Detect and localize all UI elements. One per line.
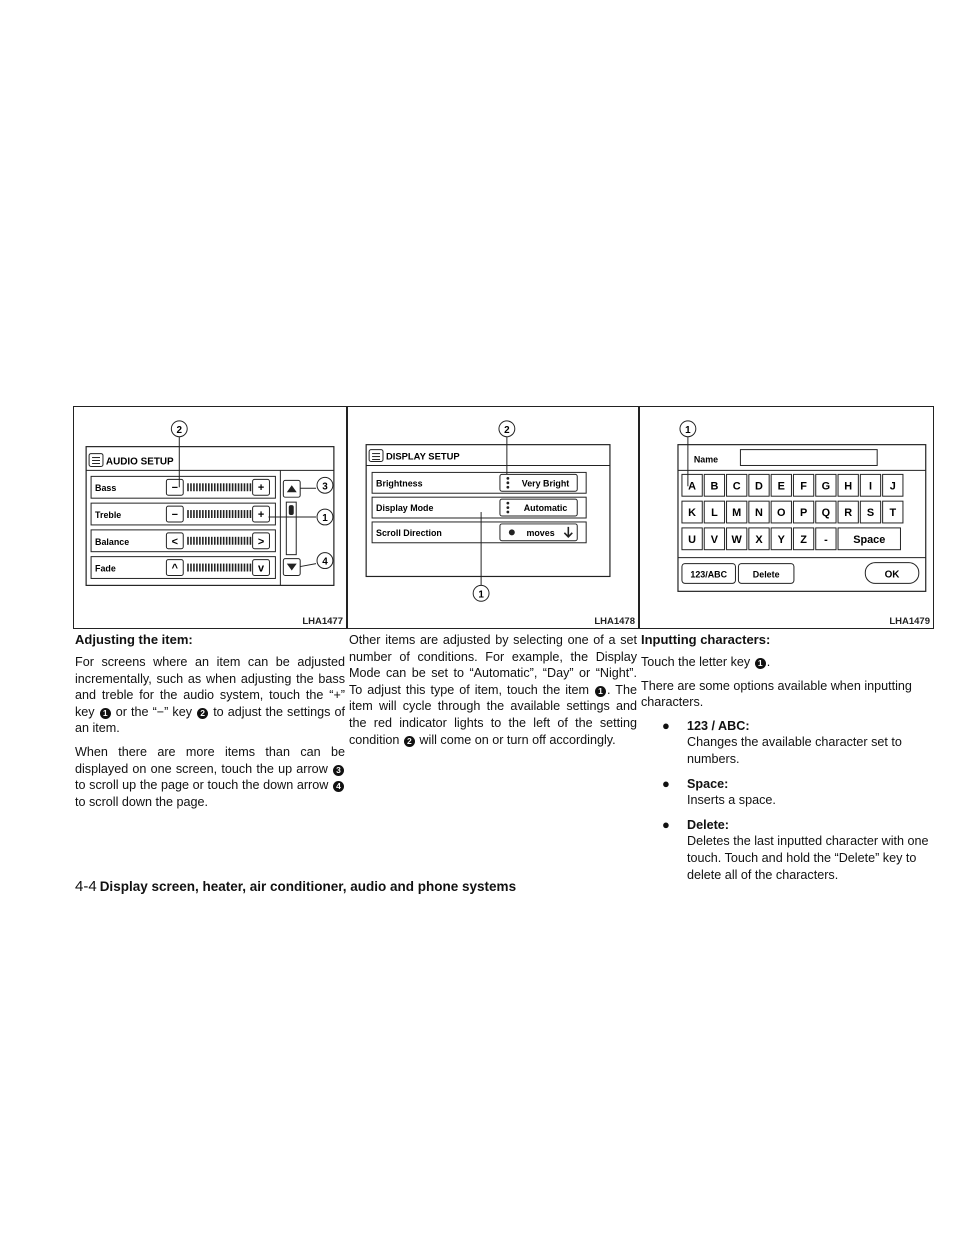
key-label: E <box>777 480 785 493</box>
level-tick <box>190 537 192 545</box>
level-tick <box>229 564 231 572</box>
indicator-dot <box>506 481 509 484</box>
level-tick <box>235 510 237 518</box>
key-label: L <box>711 507 718 520</box>
key-label: C <box>732 480 741 493</box>
setting-value: Automatic <box>523 503 568 514</box>
text: will come on or turn off accordingly. <box>419 732 616 747</box>
audio-row-label: Fade <box>95 563 116 574</box>
level-tick <box>205 564 207 572</box>
level-tick <box>232 510 234 518</box>
scroll-thumb[interactable] <box>289 505 294 515</box>
indicator-dot <box>506 502 509 505</box>
level-tick <box>196 483 198 491</box>
figure-code: LHA1478 <box>594 616 635 627</box>
level-tick <box>208 483 210 491</box>
level-tick <box>250 564 252 572</box>
figure-audio-setup <box>73 406 347 629</box>
text: or the “−” key <box>115 704 193 719</box>
text: Touch the letter key <box>641 655 751 669</box>
key-label: U <box>688 533 697 546</box>
paragraph <box>75 744 345 810</box>
key-label: D <box>755 480 763 493</box>
key-label: Space <box>853 533 886 546</box>
text: For screens where an item can be adjusted incrementally, such as when adjusting the bass and treble for the audio system, touch the “+” key <box>75 655 345 719</box>
figure-display-setup <box>347 406 639 629</box>
text: to adjust the settings of an item. <box>75 704 345 736</box>
display-row-label: Scroll Direction <box>376 527 442 538</box>
increase-key-label: v <box>258 562 265 575</box>
key-label: R <box>844 507 853 520</box>
level-tick <box>217 483 219 491</box>
option-desc: Deletes the last inputted character with one touch. Touch and hold the “Delete” key to delete all of the characters. <box>687 834 929 882</box>
level-tick <box>196 537 198 545</box>
level-tick <box>247 483 249 491</box>
level-tick <box>202 537 204 545</box>
ref-1-icon: 1 <box>755 658 766 669</box>
level-tick <box>241 510 243 518</box>
level-tick <box>217 510 219 518</box>
level-tick <box>238 564 240 572</box>
level-tick <box>202 510 204 518</box>
key-label: - <box>824 533 828 546</box>
level-tick <box>211 510 213 518</box>
option-item <box>641 817 931 883</box>
bullet: ● <box>662 816 670 832</box>
decrease-key-label: − <box>171 508 179 521</box>
level-tick <box>202 483 204 491</box>
level-tick <box>214 483 216 491</box>
ref-4-icon: 4 <box>333 781 344 792</box>
level-tick <box>214 510 216 518</box>
level-tick <box>196 510 198 518</box>
level-tick <box>223 483 225 491</box>
level-tick <box>193 537 195 545</box>
option-title: Delete: <box>687 817 729 832</box>
level-tick <box>208 537 210 545</box>
callout-1: 1 <box>685 424 691 436</box>
level-tick <box>211 537 213 545</box>
text: When there are more items than can be displayed on one screen, touch the up arrow <box>75 744 345 776</box>
callout-1: 1 <box>478 589 484 601</box>
chapter-title: Display screen, heater, air conditioner, audio and phone systems <box>99 879 517 894</box>
level-tick <box>208 564 210 572</box>
key-label: T <box>889 507 897 520</box>
column-adjusting <box>75 632 345 817</box>
option-item <box>641 776 931 809</box>
section-heading: Inputting characters: <box>641 632 771 647</box>
level-tick <box>232 483 234 491</box>
gear-icon <box>509 529 515 535</box>
level-tick <box>217 564 219 572</box>
figure-code: LHA1479 <box>889 616 930 627</box>
level-tick <box>193 483 195 491</box>
indicator-dot <box>506 506 509 509</box>
callout-3: 3 <box>322 481 328 493</box>
key-label: X <box>755 533 763 546</box>
section-heading: Adjusting the item: <box>75 632 193 647</box>
key-label: Delete <box>752 569 780 580</box>
paragraph <box>349 632 637 748</box>
level-tick <box>217 537 219 545</box>
option-item <box>641 718 931 768</box>
level-tick <box>232 537 234 545</box>
level-tick <box>247 564 249 572</box>
ref-1-icon: 1 <box>595 686 606 697</box>
level-tick <box>238 537 240 545</box>
level-tick <box>241 483 243 491</box>
setting-value: Very Bright <box>521 478 570 489</box>
level-tick <box>241 537 243 545</box>
key-label: P <box>799 507 808 520</box>
level-tick <box>223 510 225 518</box>
level-tick <box>223 537 225 545</box>
bullet: ● <box>662 775 670 791</box>
column-inputting <box>641 632 931 891</box>
level-tick <box>193 510 195 518</box>
key-label: V <box>710 533 719 546</box>
level-tick <box>244 510 246 518</box>
key-label: Z <box>800 533 807 546</box>
audio-row-label: Treble <box>95 509 122 520</box>
key-label: O <box>777 507 786 520</box>
callout-1: 1 <box>322 512 328 524</box>
key-label: G <box>821 480 831 493</box>
level-tick <box>244 483 246 491</box>
level-tick <box>211 564 213 572</box>
level-tick <box>205 537 207 545</box>
text: Other items are adjusted by selecting one of a set number of conditions. For example, the Display Mode can be set to “Automatic”, “Day” or “Night”. To adjust this type of item, touch the item <box>349 633 637 697</box>
level-tick <box>205 510 207 518</box>
level-tick <box>226 564 228 572</box>
level-tick <box>238 510 240 518</box>
page-footer <box>75 878 516 895</box>
audio-setup-title: AUDIO SETUP <box>105 456 174 468</box>
level-tick <box>205 483 207 491</box>
option-desc: Changes the available character set to numbers. <box>687 735 902 766</box>
level-tick <box>202 564 204 572</box>
page-number: 4-4 <box>75 878 97 895</box>
level-tick <box>250 483 252 491</box>
level-tick <box>190 483 192 491</box>
callout-4: 4 <box>322 556 328 568</box>
level-tick <box>187 483 189 491</box>
key-label: I <box>868 480 873 493</box>
level-tick <box>190 564 192 572</box>
option-title: 123 / ABC: <box>687 718 750 733</box>
level-tick <box>235 483 237 491</box>
callout-2: 2 <box>504 424 510 436</box>
increase-key-label: + <box>257 482 265 495</box>
text: . The item will cycle through the available settings and the red indicator lights to the left of the setting condition <box>349 682 637 747</box>
level-tick <box>199 537 201 545</box>
level-tick <box>220 537 222 545</box>
level-tick <box>220 564 222 572</box>
key-label: A <box>688 480 697 493</box>
key-label: H <box>844 480 853 493</box>
display-row-label: Display Mode <box>376 503 434 514</box>
display-setup-illustration <box>348 407 638 628</box>
level-tick <box>232 564 234 572</box>
level-tick <box>187 510 189 518</box>
level-tick <box>190 510 192 518</box>
audio-row-label: Balance <box>95 536 130 547</box>
key-label: F <box>800 480 807 493</box>
level-tick <box>247 510 249 518</box>
audio-row-label: Bass <box>95 483 117 494</box>
level-tick <box>223 564 225 572</box>
decrease-key-label: ^ <box>171 562 179 575</box>
level-tick <box>235 564 237 572</box>
key-label: OK <box>884 569 900 581</box>
indicator-dot <box>506 477 509 480</box>
level-tick <box>238 483 240 491</box>
name-label: Name <box>693 454 719 465</box>
level-tick <box>226 537 228 545</box>
figure-character-input <box>639 406 934 629</box>
level-tick <box>199 483 201 491</box>
level-tick <box>193 564 195 572</box>
paragraph: There are some options available when inputting characters. <box>641 678 912 710</box>
paragraph <box>641 654 931 671</box>
option-desc: Inserts a space. <box>687 793 776 808</box>
ref-2-icon: 2 <box>197 708 208 719</box>
audio-setup-illustration <box>74 407 346 628</box>
level-tick <box>229 483 231 491</box>
text: to scroll down the page. <box>75 794 209 809</box>
increase-key-label: + <box>257 508 265 521</box>
text: to scroll up the page or touch the down arrow <box>75 778 329 793</box>
level-tick <box>220 483 222 491</box>
key-label: K <box>688 507 697 520</box>
key-label: J <box>889 480 896 493</box>
level-tick <box>187 564 189 572</box>
level-tick <box>241 564 243 572</box>
decrease-key-label: < <box>171 535 179 548</box>
decrease-key-label: − <box>171 482 179 495</box>
key-label: N <box>755 507 763 520</box>
key-label: W <box>731 533 742 546</box>
level-tick <box>244 564 246 572</box>
figure-code: LHA1477 <box>302 616 343 627</box>
key-label: S <box>866 507 875 520</box>
ref-1-icon: 1 <box>100 708 111 719</box>
keyboard-illustration <box>640 407 933 628</box>
indicator-dot <box>506 511 509 514</box>
level-tick <box>187 537 189 545</box>
text: . <box>766 655 771 669</box>
ref-2-icon: 2 <box>404 736 415 747</box>
level-tick <box>226 483 228 491</box>
callout-2: 2 <box>176 424 183 436</box>
key-label: M <box>732 507 742 520</box>
option-title: Space: <box>687 776 729 791</box>
level-tick <box>229 537 231 545</box>
level-tick <box>211 483 213 491</box>
level-tick <box>226 510 228 518</box>
key-label: 123/ABC <box>690 569 728 580</box>
bullet: ● <box>662 717 670 733</box>
increase-key-label: > <box>257 535 265 548</box>
key-label: Y <box>777 533 785 546</box>
level-tick <box>208 510 210 518</box>
display-setup-title: DISPLAY SETUP <box>385 450 460 462</box>
level-tick <box>250 510 252 518</box>
level-tick <box>214 537 216 545</box>
level-tick <box>199 510 201 518</box>
level-tick <box>250 537 252 545</box>
level-tick <box>244 537 246 545</box>
level-tick <box>196 564 198 572</box>
ref-3-icon: 3 <box>333 765 344 776</box>
display-row-label: Brightness <box>376 478 423 489</box>
key-label: Q <box>821 507 831 520</box>
key-label: B <box>710 480 719 493</box>
setting-value: moves <box>526 527 555 538</box>
level-tick <box>199 564 201 572</box>
level-tick <box>247 537 249 545</box>
level-tick <box>220 510 222 518</box>
indicator-dot <box>506 486 509 489</box>
column-conditions <box>349 632 637 755</box>
level-tick <box>214 564 216 572</box>
name-input-field[interactable] <box>740 450 877 466</box>
level-tick <box>229 510 231 518</box>
paragraph <box>75 654 345 737</box>
level-tick <box>235 537 237 545</box>
